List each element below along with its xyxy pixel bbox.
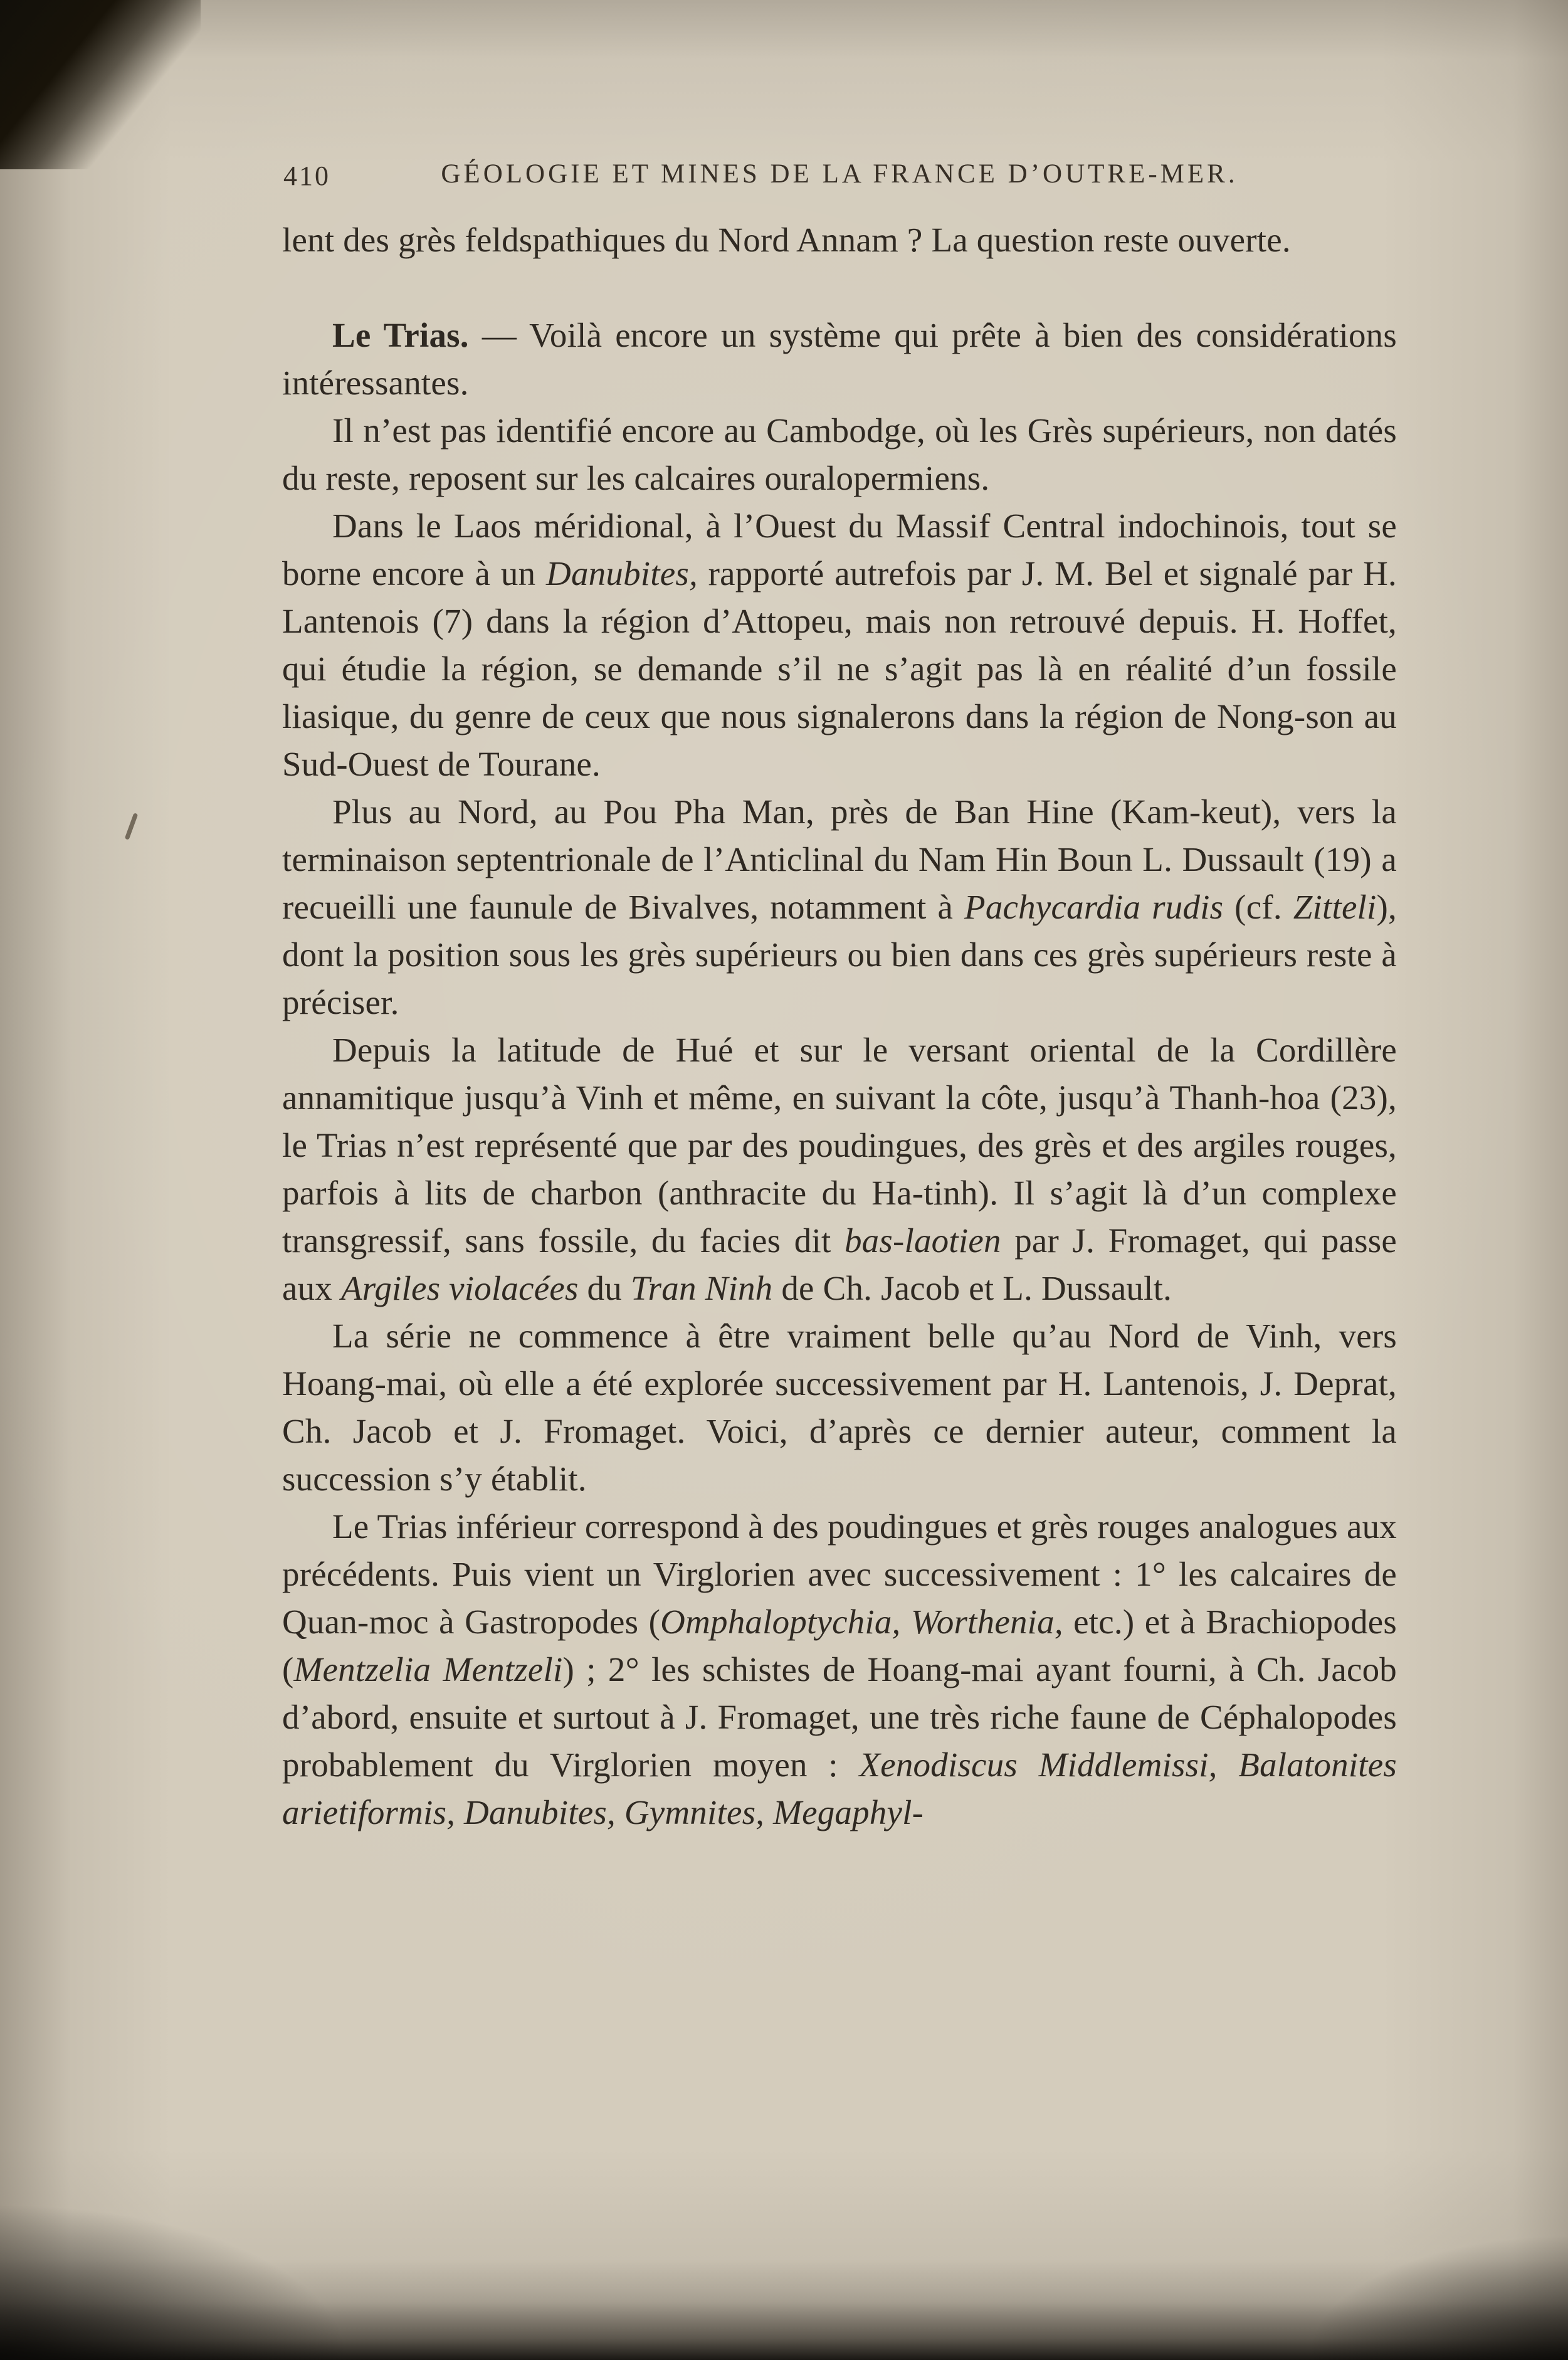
text-segment: du	[578, 1269, 631, 1307]
page-bottom-edge	[0, 2260, 1568, 2360]
page-number: 410	[283, 161, 330, 191]
running-title: GÉOLOGIE ET MINES DE LA FRANCE D’OUTRE-MER.	[441, 159, 1238, 189]
page-header	[282, 159, 1397, 195]
page-corner-shadow	[0, 0, 201, 169]
paragraph-7	[282, 1312, 1397, 1503]
text-segment: La série ne commence à être vraiment belle qu’au Nord de Vinh, vers Hoang-mai, où elle a été explorée successivement par H. Lantenois, J. Deprat, Ch. Jacob et J. Fromaget. Voici, d’après ce dernier auteur, comment la succession s’y établit.	[282, 1317, 1397, 1498]
text-segment: Xenodiscus Middlemissi, Balatonites arietiformis, Danubites, Gymnites, Megaphyl-	[282, 1746, 1397, 1831]
text-segment: Le Trias inférieur correspond à des poudingues et grès rouges analogues aux précédents. Puis vient un Virglorien avec successivement : 1° les calcaires de Quan-moc à Gastropodes (	[282, 1507, 1397, 1641]
text-segment: Mentzelia Mentzeli	[293, 1650, 563, 1688]
text-segment: Pachycardia rudis	[964, 888, 1224, 926]
text-segment: Tran Ninh	[630, 1269, 773, 1307]
text-segment: lent des grès feldspathiques du Nord Annam ? La question reste ouverte.	[282, 221, 1291, 259]
text-segment: Dans le Laos méridional, à l’Ouest du Massif Central indochinois, tout se borne encore à un	[282, 507, 1397, 593]
text-segment: etc.) et à Brachiopodes (	[282, 1603, 1397, 1688]
text-segment: — Voilà encore un système qui prête à bien des considérations intéressantes.	[282, 316, 1397, 402]
text-segment: Danubites,	[546, 554, 698, 593]
paragraph-3	[282, 407, 1397, 502]
text-segment: Omphaloptychia, Worthenia,	[660, 1603, 1063, 1641]
text-segment: par J. Fromaget, qui passe aux	[282, 1221, 1397, 1307]
text-segment: (cf.	[1223, 888, 1293, 926]
text-segment: de Ch. Jacob et L. Dussault.	[772, 1269, 1172, 1307]
text-segment: Argiles violacées	[340, 1269, 579, 1307]
paragraph-2	[282, 312, 1397, 407]
paragraph-5	[282, 788, 1397, 1026]
paragraph-6	[282, 1026, 1397, 1312]
paragraph-8	[282, 1503, 1397, 1836]
paragraph-4	[282, 502, 1397, 788]
text-segment: ) ; 2° les schistes de Hoang-mai ayant fourni, à Ch. Jacob d’abord, ensuite et surtout à J. Fromaget, une très riche faune de Céphalopodes probablement du Virglorien moyen :	[282, 1650, 1397, 1784]
text-segment: rapporté autrefois par J. M. Bel et signalé par H. Lantenois (7) dans la région d’Attopeu, mais non retrouvé depuis. H. Hoffet, qui étudie la région, se demande s’il ne s’agit pas là en réalité d’un fossile liasique, du genre de ceux que nous signalerons dans la région de Nong-son au Sud-Ouest de Tourane.	[282, 554, 1397, 783]
text-segment: Il n’est pas identifié encore au Cambodge, où les Grès supérieurs, non datés du reste, reposent sur les calcaires ouralopermiens.	[282, 411, 1397, 497]
ink-mark	[125, 813, 139, 840]
body-text	[282, 216, 1397, 1836]
bottom-left-shadow	[0, 2203, 351, 2360]
text-segment: Plus au Nord, au Pou Pha Man, près de Ban Hine (Kam-keut), vers la terminaison septentrionale de l’Anticlinal du Nam Hin Boun L. Dussault (19) a recueilli une faunule de Bivalves, notamment à	[282, 793, 1397, 926]
paragraph-1	[282, 216, 1397, 264]
text-segment: Depuis la latitude de Hué et sur le versant oriental de la Cordillère annamitique jusqu’à Vinh et même, en suivant la côte, jusqu’à Thanh-hoa (23), le Trias n’est représenté que par des poudingues, des grès et des argiles rouges, parfois à lits de charbon (anthracite du Ha-tinh). Il s’agit là d’un complexe transgressif, sans fossile, du facies dit	[282, 1031, 1397, 1260]
bottom-right-shadow	[1305, 2235, 1568, 2360]
page-content	[282, 159, 1397, 1836]
text-segment: ), dont la position sous les grès supérieurs ou bien dans ces grès supérieurs reste à préciser.	[282, 888, 1397, 1021]
text-segment: Le Trias.	[332, 316, 469, 354]
text-segment: bas-laotien	[844, 1221, 1001, 1260]
text-segment: Zitteli	[1293, 888, 1377, 926]
